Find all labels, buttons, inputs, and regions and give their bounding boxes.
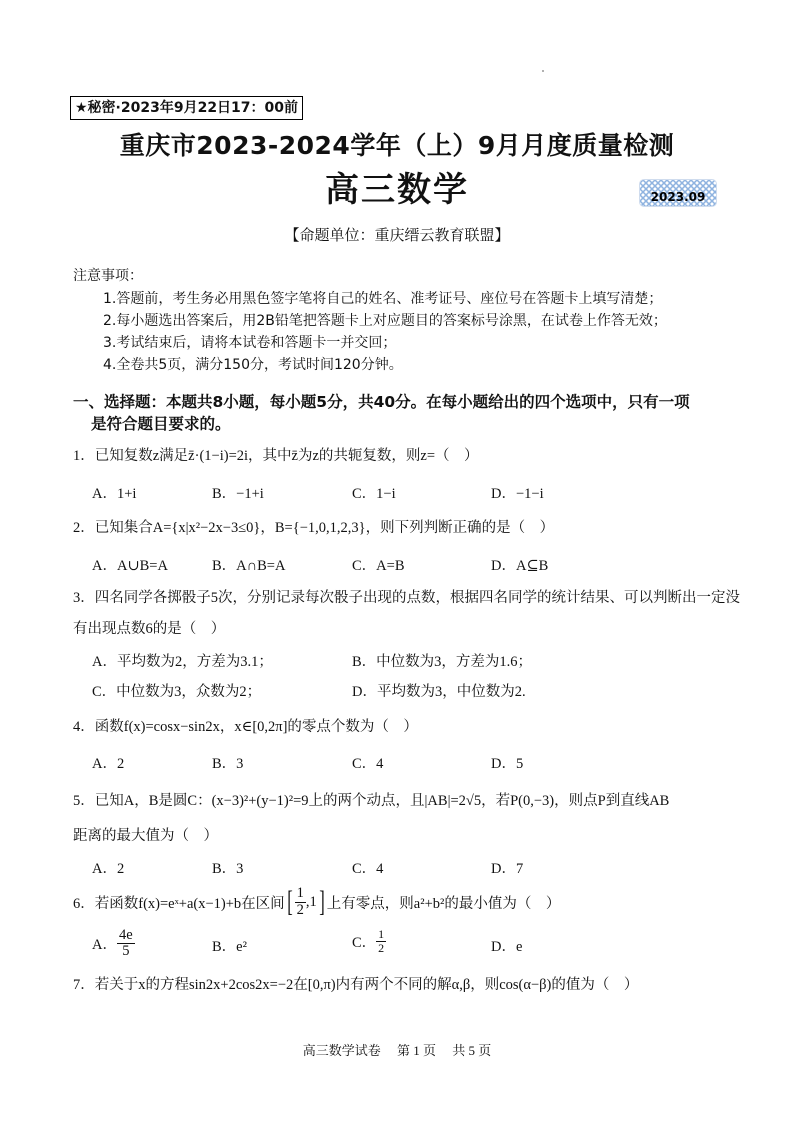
notice-item-1: 1.答题前，考生务必用黑色签字笔将自己的姓名、准考证号、座位号在答题卡上填写清楚； xyxy=(103,291,663,307)
q6-option-b: B．e² xyxy=(212,939,247,955)
question-7: 7．若关于x的方程sin2x+2cos2x=−2在[0,π)内有两个不同的解α,β，则cos(α−β)的值为（ ） xyxy=(73,977,639,993)
q4-option-b: B．3 xyxy=(212,756,244,772)
question-6 xyxy=(73,886,560,918)
q6-option-c-denominator: 2 xyxy=(378,940,385,955)
q6-option-a-numerator: 4e xyxy=(118,927,133,943)
q4-option-c: C．4 xyxy=(352,756,384,772)
subject-title: 高三数学 xyxy=(325,170,469,210)
q6-left-bracket: [ xyxy=(286,885,293,918)
q1-option-c: C．1−i xyxy=(352,486,396,502)
q6-option-a-denominator: 5 xyxy=(122,943,130,960)
q6-option-c-numerator: 1 xyxy=(378,927,385,941)
notice-item-3: 3.考试结束后，请将本试卷和答题卡一并交回； xyxy=(103,335,397,351)
q6-right-bracket: ] xyxy=(319,885,325,918)
q3-option-c: C．中位数为3，众数为2； xyxy=(92,684,262,700)
notice-item-2: 2.每小题选出答案后，用2B铅笔把答题卡上对应题目的答案标号涂黑，在试卷上作答无效； xyxy=(103,313,667,329)
q6-fraction-numerator: 1 xyxy=(296,885,304,902)
q2-option-b: B．A∩B=A xyxy=(212,558,286,574)
q6-option-a-label: A． xyxy=(92,937,117,954)
q6-text-tail: 上有零点，则a²+b²的最小值为（ ） xyxy=(326,895,561,912)
q3-option-d: D．平均数为3，中位数为2. xyxy=(352,684,526,700)
q5-option-c: C．4 xyxy=(352,861,384,877)
question-3-line1: 3．四名同学各掷骰子5次，分别记录每次骰子出现的点数，根据四名同学的统计结果、可以判断出一定没 xyxy=(73,590,740,606)
date-badge xyxy=(640,180,716,206)
question-5-line2: 距离的最大值为（ ） xyxy=(73,828,218,844)
question-3-line2: 有出现点数6的是（ ） xyxy=(73,621,226,637)
scan-dot xyxy=(542,70,544,72)
setter-unit: 【命题单位：重庆缙云教育联盟】 xyxy=(284,226,510,244)
page-footer: 高三数学试卷 第 1 页 共 5 页 xyxy=(302,1043,492,1058)
q1-option-a: A．1+i xyxy=(92,486,137,502)
q2-option-a: A．A∪B=A xyxy=(92,558,168,574)
q6-option-a xyxy=(92,928,135,959)
q2-option-c: C．A=B xyxy=(352,558,405,574)
confidential-label: ★秘密·2023年9月22日17：00前 xyxy=(70,96,303,120)
q6-option-c xyxy=(352,928,386,954)
question-5-line1: 5．已知A，B是圆C：(x−3)²+(y−1)²=9上的两个动点，且|AB|=2√5，若P(0,−3)，则点P到直线AB xyxy=(73,793,670,809)
section-heading-line2: 是符合题目要求的。 xyxy=(91,415,231,433)
q6-option-d: D．e xyxy=(491,939,523,955)
q6-option-c-fraction xyxy=(376,928,386,954)
date-badge-text: 2023.09 xyxy=(650,190,706,204)
question-2: 2．已知集合A={x|x²−2x−3≤0}，B={−1,0,1,2,3}，则下列判断正确的是（ ） xyxy=(73,520,555,536)
q6-option-a-fraction xyxy=(117,928,135,959)
q1-option-d: D．−1−i xyxy=(491,486,544,502)
exam-title: 重庆市2023-2024学年（上）9月月度质量检测 xyxy=(119,131,675,160)
question-4: 4．函数f(x)=cosx−sin2x，x∈[0,2π]的零点个数为（ ） xyxy=(73,719,418,735)
q6-text-pre: 6．若函数f(x)=eˣ+a(x−1)+b在区间 xyxy=(73,895,285,912)
q4-option-a: A．2 xyxy=(92,756,125,772)
q5-option-a: A．2 xyxy=(92,861,125,877)
q6-fraction-denominator: 2 xyxy=(296,901,304,918)
notice-item-4: 4.全卷共5页，满分150分，考试时间120分钟。 xyxy=(103,357,403,373)
q6-text-post: ,1 xyxy=(305,893,317,910)
notice-heading: 注意事项： xyxy=(73,268,143,284)
q6-fraction xyxy=(295,886,306,917)
q6-option-c-label: C． xyxy=(352,934,377,951)
q3-option-a: A．平均数为2，方差为3.1； xyxy=(92,654,273,670)
q4-option-d: D．5 xyxy=(491,756,524,772)
question-1: 1．已知复数z满足z̄·(1−i)=2i，其中z̄为z的共轭复数，则z=（ ） xyxy=(73,448,479,464)
q3-option-b: B．中位数为3，方差为1.6； xyxy=(352,654,533,670)
q1-option-b: B．−1+i xyxy=(212,486,264,502)
q2-option-d: D．A⊆B xyxy=(491,558,549,574)
q5-option-d: D．7 xyxy=(491,861,524,877)
section-heading-line1: 一、选择题：本题共8小题，每小题5分，共40分。在每小题给出的四个选项中，只有一项 xyxy=(73,393,690,411)
q5-option-b: B．3 xyxy=(212,861,244,877)
